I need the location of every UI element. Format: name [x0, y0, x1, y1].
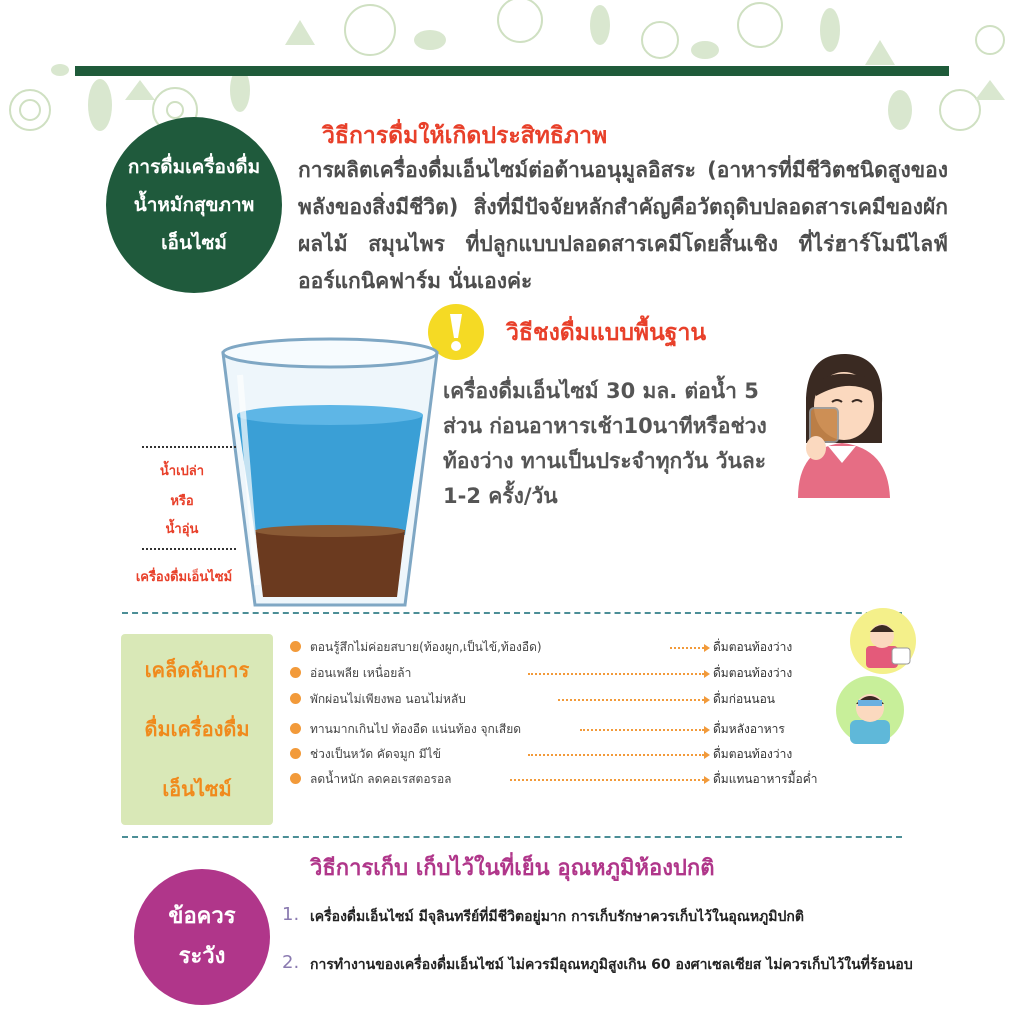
tip-row [290, 664, 830, 684]
tip-condition: พักผ่อนไม่เพียงพอ นอนไม่หลับ [310, 692, 466, 706]
top-divider-bar [75, 66, 949, 76]
badge-line: การดื่มเครื่องดื่ม [127, 156, 261, 178]
tips-title-line: เคล็ดลับการ [144, 657, 250, 682]
caution-item [282, 954, 932, 1002]
caution-item [282, 906, 932, 930]
bullet-icon [290, 667, 301, 678]
badge-line: เอ็นไซม์ [161, 232, 227, 254]
bullet-icon [290, 641, 301, 652]
tip-row [290, 745, 830, 765]
basic-instructions: เครื่องดื่มเอ็นไซม์ 30 มล. ต่อน้ำ 5 ส่วน ก่อนอาหารเช้า10นาทีหรือช่วงท้องว่าง ทานเป็นประจำทุกวัน วันละ 1-2 ครั้ง/วัน [443, 379, 767, 508]
caution-badge-line: ข้อควร [168, 904, 236, 929]
caution-number: 1. [282, 904, 300, 925]
main-heading: วิธีการดื่มให้เกิดประสิทธิภาพ [322, 123, 608, 149]
basic-heading: วิธีชงดื่มแบบพื้นฐาน [506, 320, 707, 346]
tip-advice: ดื่มตอนท้องว่าง [713, 640, 793, 654]
label-warm-water: น้ำอุ่น [165, 522, 199, 537]
section-separator [122, 612, 902, 614]
tip-row [290, 638, 830, 658]
caution-number: 2. [282, 952, 300, 973]
section-separator [122, 836, 902, 838]
tip-condition: อ่อนเพลีย เหนื่อยล้า [310, 666, 412, 680]
label-enzyme-drink: เครื่องดื่มเอ็นไซม์ [135, 570, 233, 585]
enzyme-level-line [142, 548, 236, 550]
arrow-icon [670, 647, 704, 649]
tip-row [290, 690, 830, 710]
tip-row [290, 720, 830, 740]
tip-advice: ดื่มหลังอาหาร [713, 722, 785, 736]
tip-row [290, 770, 830, 790]
sick-person-icon [848, 606, 918, 676]
caution-badge-line: ระวัง [178, 944, 226, 969]
arrow-icon [528, 754, 704, 756]
tip-advice: ดื่มก่อนนอน [713, 692, 775, 706]
tip-advice: ดื่มตอนท้องว่าง [713, 747, 793, 761]
caution-text: เครื่องดื่มเอ็นไซม์ มีจุลินทรีย์ที่มีชีวิตอยู่มาก การเก็บรักษาควรเก็บไว้ในอุณหภูมิปกติ [310, 909, 804, 925]
label-or: หรือ [170, 494, 194, 509]
tip-condition: ลดน้ำหนัก ลดคอเรสตอรอล [310, 772, 452, 786]
bullet-icon [290, 773, 301, 784]
caution-badge [134, 869, 270, 1005]
badge-line: น้ำหมักสุขภาพ [133, 194, 255, 216]
tip-advice: ดื่มตอนท้องว่าง [713, 666, 793, 680]
tip-advice: ดื่มแทนอาหารมื้อค่ำ [713, 772, 818, 786]
tip-condition: ทานมากเกินไป ท้องอืด แน่นท้อง จุกเสียด [310, 722, 522, 736]
tip-condition: ตอนรู้สึกไม่ค่อยสบาย(ท้องผูก,เป็นไข้,ท้องอืด) [310, 640, 542, 654]
arrow-icon [580, 729, 704, 731]
intro-paragraph: การผลิตเครื่องดื่มเอ็นไซม์ต่อต้านอนุมูลอิสระ (อาหารที่มีชีวิตชนิดสูงของพลังของสิ่งมีชีวิต) สิ่งที่มีปัจจัยหลักสำคัญคือวัตถุดิบปลอดสารเคมีของผัก ผลไม้ สมุนไพร ที่ปลูกแบบปลอดสารเคมีโดยสิ้นเชิง ที่ไร่ฮาร์โมนีไลฟ์ออร์แกนิคฟาร์ม นั่นเองค่ะ [298, 158, 948, 293]
water-glass-icon [215, 335, 445, 615]
drinking-woman-icon [788, 348, 896, 500]
tips-title-box [121, 634, 273, 825]
tip-condition: ช่วงเป็นหวัด คัดจมูก มีไข้ [310, 747, 441, 761]
bullet-icon [290, 748, 301, 759]
arrow-icon [528, 673, 704, 675]
label-plain-water: น้ำเปล่า [159, 464, 205, 479]
caution-text: การทำงานของเครื่องดื่มเอ็นไซม์ ไม่ควรมีอุณหภูมิสูงเกิน 60 องศาเซลเซียส ไม่ควรเก็บไว้ในที่ร้อนอบ [310, 957, 913, 973]
storage-heading: วิธีการเก็บ เก็บไว้ในที่เย็น อุณหภูมิห้องปกติ [310, 856, 715, 881]
section-badge-drinking [106, 117, 282, 293]
tips-title-line: ดื่มเครื่องดื่ม [144, 717, 250, 742]
arrow-icon [510, 779, 704, 781]
bullet-icon [290, 723, 301, 734]
water-level-line [142, 446, 236, 448]
arrow-icon [558, 699, 704, 701]
tips-title-line: เอ็นไซม์ [162, 777, 232, 802]
bullet-icon [290, 693, 301, 704]
headache-person-icon [834, 674, 906, 746]
